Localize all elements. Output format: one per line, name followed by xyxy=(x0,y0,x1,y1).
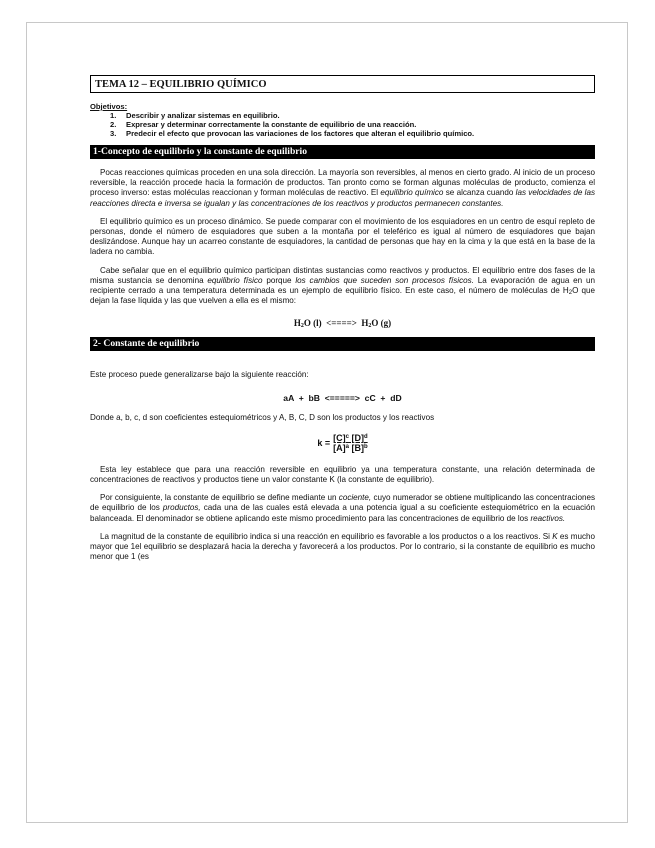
objective-number: 1. xyxy=(110,111,117,120)
formula-k-label: k = xyxy=(317,437,331,448)
paragraph-constant-magnitude: La magnitud de la constante de equilibrio indica si una reacción en equilibrio es favorable a los productos o a los reactivos. Si K es mucho mayor que 1el equilibrio se desplazará hacia la derecha y favorecerá a los productos. Por lo contrario, si la constante de equilibrio es mucho menor que 1 (es xyxy=(90,531,595,562)
paragraph-law-statement: Esta ley establece que para una reacción reversible en equilibrio ya una temperatura constante, una relación determinada de concentraciones de reactivos y productos tiene un valor constante K (la constante de equilibrio). xyxy=(90,464,595,485)
paragraph-quotient-definition: Por consiguiente, la constante de equilibrio se define mediante un cociente, cuyo numerador se obtiene multiplicando las concentraciones de equilibrio de los productos, cada una de las cuales está elevada a una potencia igual a su coeficiente estequiométrico en la ecuación balanceada. El denominador se obtiene aplicando este mismo procedimiento para las concentraciones de equilibrio de los reactivos. xyxy=(90,493,595,523)
objectives-heading: Objetivos: xyxy=(90,102,128,111)
formula-denominator: $[A]^a$ $[B]^b$ xyxy=(333,442,368,453)
formula-numerator: $[C]^c$ $[D]^d$ xyxy=(333,432,368,443)
water-equilibrium-equation: $H_2O$ (l) <====> $H_2O$ (g) xyxy=(293,318,392,330)
objective-number: 2. xyxy=(110,120,117,129)
paragraph-equilibrium-definition: Pocas reacciones químicas proceden en una sola dirección. La mayoría son reversibles, al menos en cierto grado. Al inicio de un proceso reversible, la reacción procede hacia la formación de productos. Tan pronto como se forman algunas moléculas de producto, comienza el proceso inverso: estas moléculas reaccionan y forman moléculas de reactivo. El equilibrio químico se alcanza cuando las velocidades de las reacciones directa e inversa se igualan y las concentraciones de los reactivos y productos permanecen constantes. xyxy=(90,168,596,208)
formula-fraction xyxy=(333,433,368,453)
paragraph-physical-equilibrium: Cabe señalar que en el equilibrio químico participan distintas sustancias como reactivos y productos. El equilibrio entre dos fases de la misma sustancia se denomina equilibrio físico porque los cambios que suceden son procesos físicos. La evaporación de agua en un recipiente cerrado a una temperatura determinada es un ejemplo de equilibrio físico. En este caso, el número de moléculas de $H_2O$ que dejan la fase líquida y las que vuelven a ella es el mismo: xyxy=(90,265,595,306)
objective-text: Describir y analizar sistemas en equilibrio. xyxy=(126,111,280,120)
paragraph-coefficients: Donde a, b, c, d son coeficientes estequiométricos y A, B, C, D son los productos y los reactivos xyxy=(90,412,435,422)
objective-item xyxy=(90,120,595,129)
objective-item xyxy=(90,129,595,138)
objective-text: Expresar y determinar correctamente la constante de equilibrio de una reacción. xyxy=(126,120,417,129)
section-1-heading: 1-Concepto de equilibrio y la constante de equilibrio xyxy=(90,145,595,159)
objective-text: Predecir el efecto que provocan las variaciones de los factores que alteran el equilibrio químico. xyxy=(126,129,475,138)
page-title: TEMA 12 – EQUILIBRIO QUÍMICO xyxy=(90,75,595,93)
page-content xyxy=(90,75,595,562)
objective-number: 3. xyxy=(110,129,117,138)
equilibrium-constant-formula xyxy=(90,433,595,453)
objectives-list xyxy=(90,111,595,138)
paragraph-generalization: Este proceso puede generalizarse bajo la siguiente reacción: xyxy=(90,370,309,380)
paragraph-dynamic-process: El equilibrio químico es un proceso dinámico. Se puede comparar con el movimiento de los esquiadores en un centro de esquí repleto de personas, donde el número de esquiadores que suben a la montaña por el teleférico es igual al número de esquiadores que bajan deslizándose. Aunque hay un acarreo constante de esquiadores, la cantidad de personas que hay en la cima y la que está en la base de la ladera no cambia. xyxy=(90,216,595,257)
document-page xyxy=(26,22,628,823)
general-reaction-equation: aA + bB <=====> cC + dD xyxy=(283,392,402,403)
section-2-heading: 2- Constante de equilibrio xyxy=(90,337,595,351)
objective-item xyxy=(90,111,595,120)
objectives-block xyxy=(90,102,595,138)
